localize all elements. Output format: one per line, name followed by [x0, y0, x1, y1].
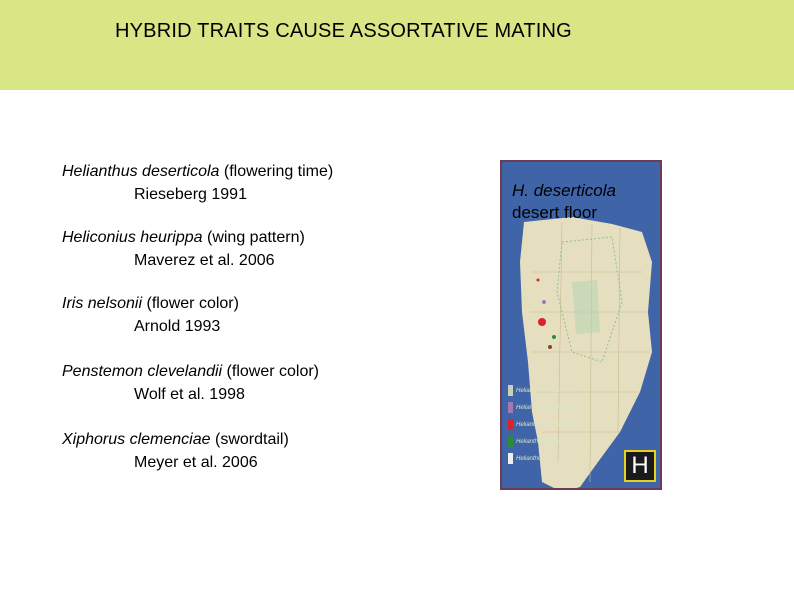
legend-item: Helianthus petiolaris — [508, 433, 608, 450]
site-dot — [537, 279, 540, 282]
trait-text: (swordtail) — [214, 431, 289, 448]
deserticola-site — [548, 345, 552, 349]
species-name: Iris nelsonii — [62, 295, 143, 312]
trait-text: (flower color) — [226, 363, 320, 380]
legend-item: Helianthus anomalus — [508, 399, 608, 416]
reference-item — [62, 360, 482, 406]
trait-text: (flowering time) — [223, 163, 334, 180]
legend-item: Helianthus paradoxus — [508, 416, 608, 433]
caption-region: desert floor — [512, 203, 598, 222]
distribution-map — [500, 160, 662, 490]
reference-item — [62, 292, 482, 338]
citation: Rieseberg 1991 — [134, 186, 247, 203]
species-name: Penstemon clevelandii — [62, 363, 223, 380]
caption-species: H. deserticola — [512, 181, 616, 200]
legend-swatch — [508, 385, 513, 396]
citation: Maverez et al. 2006 — [134, 252, 275, 269]
title-band — [0, 0, 794, 90]
citation: Wolf et al. 1998 — [134, 386, 245, 403]
trait-text: (flower color) — [146, 295, 239, 312]
trait-text: (wing pattern) — [206, 229, 305, 246]
legend-swatch — [508, 436, 513, 447]
range-petiolaris — [572, 280, 600, 334]
map-caption — [512, 180, 616, 224]
reference-item — [62, 160, 482, 206]
paradoxus-site — [538, 318, 546, 326]
citation: Meyer et al. 2006 — [134, 454, 258, 471]
legend-swatch — [508, 419, 513, 430]
legend-swatch — [508, 453, 513, 464]
species-name: Helianthus deserticola — [62, 163, 220, 180]
species-name: Heliconius heurippa — [62, 229, 203, 246]
petiolaris-site — [552, 335, 556, 339]
legend-swatch — [508, 402, 513, 413]
species-name: Xiphorus clemenciae — [62, 431, 211, 448]
citation: Arnold 1993 — [134, 318, 221, 335]
anomalus-site — [542, 300, 546, 304]
legend-item: Helianthus deserticola — [508, 382, 608, 399]
reference-item — [62, 226, 482, 272]
legend-item: Helianthus annuus — [508, 450, 608, 467]
map-legend — [508, 382, 608, 467]
hybrid-badge: H — [624, 450, 656, 482]
slide-title: HYBRID TRAITS CAUSE ASSORTATIVE MATING — [115, 20, 572, 42]
reference-item — [62, 428, 482, 474]
